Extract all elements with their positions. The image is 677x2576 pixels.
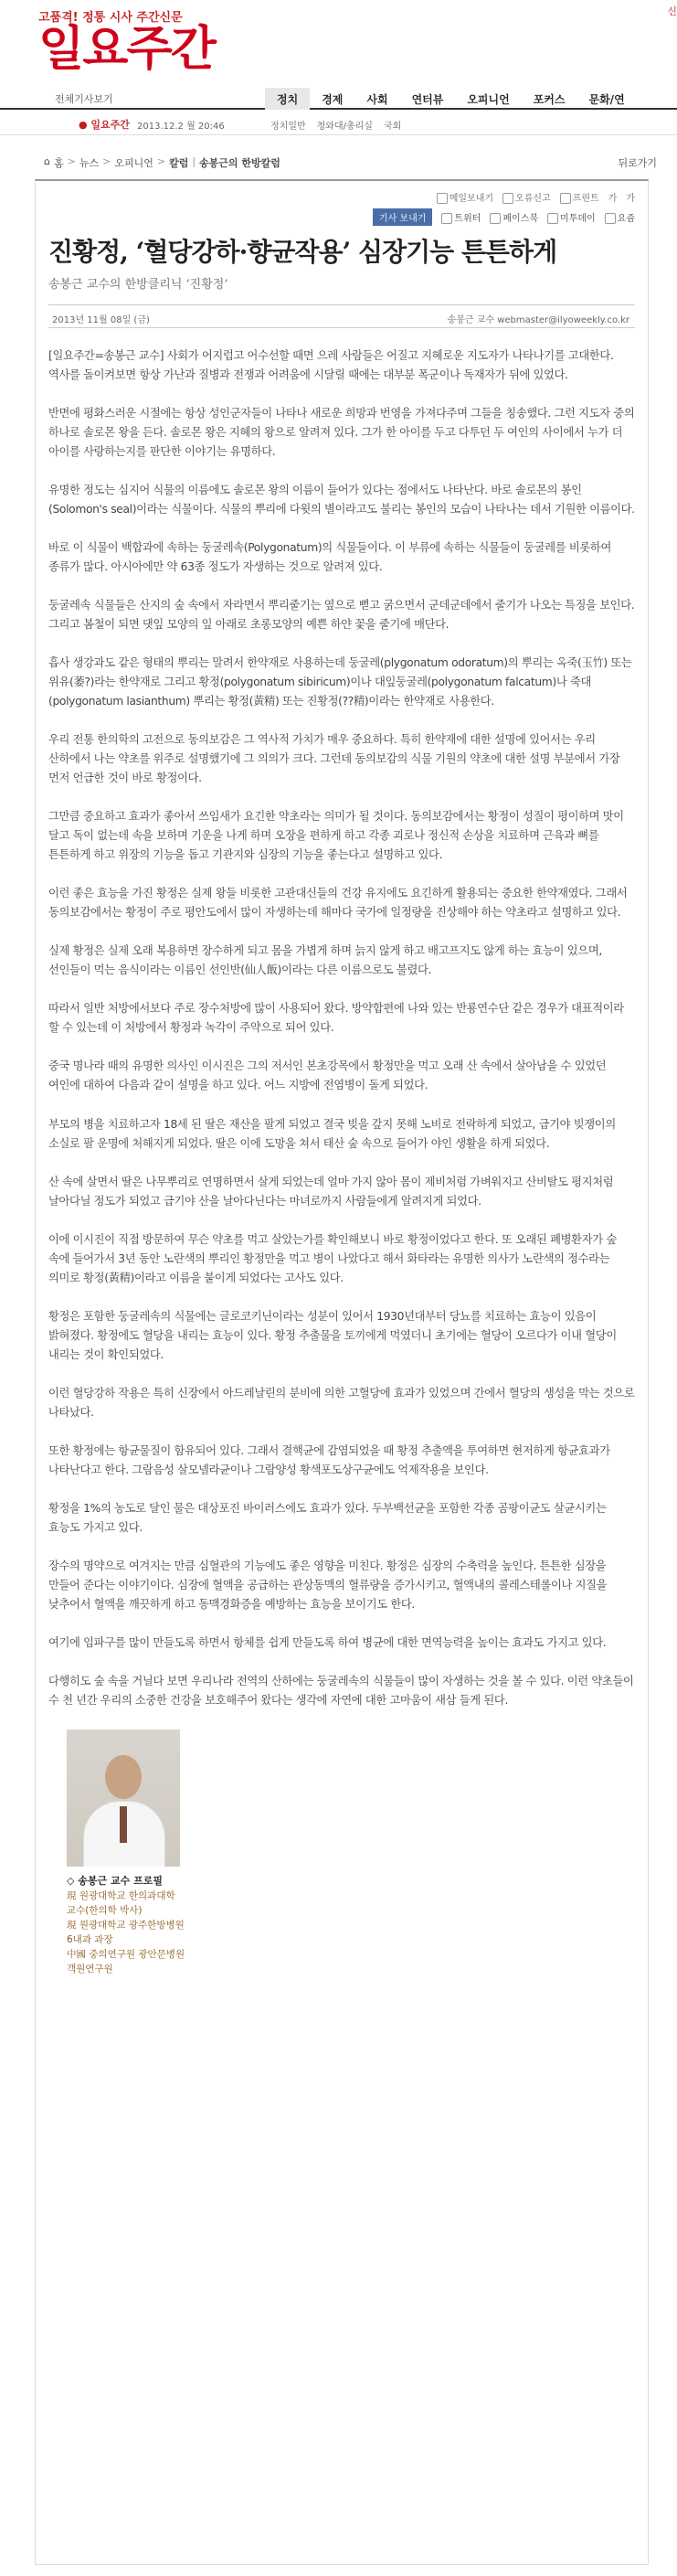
paragraph: 중국 명나라 때의 유명한 의사인 이시진은 그의 저서인 본초강목에서 황정만을 먹고 오래 산 속에서 살아남을 수 있었던 여인에 대하여 다음과 같이 설명을 하고 있다. 어느 지방에 전염병이 돌게 되었다. — [48, 1059, 607, 1091]
breadcrumb-separator: > — [102, 155, 111, 167]
print-icon — [560, 193, 571, 204]
breadcrumb-bar — [0, 144, 677, 177]
paragraph: [일요주간=송봉근 교수] 사회가 어지럽고 어수선할 때면 으레 사람들은 어질고 지혜로운 지도자가 나타나기를 고대한다. 역사를 돌이켜보면 항상 가난과 질병과 전쟁과 어려움에 시달릴 때에는 대부분 폭군이나 독재자가 뒤에 있었다. — [48, 349, 614, 381]
nav-society[interactable]: 사회 — [366, 93, 388, 106]
site-header — [0, 0, 677, 110]
slogan: 고품격! 정통 시사 주간신문 — [38, 11, 183, 25]
current-date: 2013.12.2 월 20:46 — [137, 122, 225, 132]
nav-focus[interactable]: 포커스 — [533, 93, 566, 106]
paragraph: 우리 전통 한의학의 고전으로 동의보감은 그 역사적 가치가 매우 중요하다. 특히 한약재에 대한 설명에 있어서는 우리 산하에서 나는 약초를 위주로 설명했기에 그 의의가 크다. 그런데 동의보감의 식물 기원의 약초에 대한 설명 부분에서 가장 먼저 언급한 것이 바로 황정이다. — [48, 733, 620, 784]
site-logo[interactable]: 일요주간 — [38, 21, 215, 77]
breadcrumb-current: 송봉근의 한방칼럼 — [199, 157, 280, 169]
paragraph: 유명한 정도는 심지어 식물의 이름에도 솔로몬 왕의 이름이 들어가 있다는 점에서도 나타난다. 바로 솔로몬의 봉인(Solomon's seal)이라는 식물이다. 식물의 뿌리에 다윗의 별이라고도 불리는 봉인의 모습이 나타나는 데서 기원한 이름이다. — [48, 484, 635, 516]
me2day-icon — [547, 213, 558, 224]
profile-name: ◇ 송봉근 교수 프로필 — [67, 1875, 163, 1887]
email-label: 메일보내기 — [449, 194, 494, 204]
home-icon: ⌂ — [44, 155, 50, 167]
sub-link-assembly[interactable]: 국회 — [383, 122, 402, 132]
yozm-icon — [605, 213, 616, 224]
report-error-label: 오류신고 — [515, 194, 551, 204]
back-button[interactable]: 뒤로가기 — [618, 157, 657, 169]
author-profile — [67, 1730, 187, 1976]
article-date: 2013년 11월 08일 (금) — [52, 315, 150, 325]
paragraph: 산 속에 살면서 딸은 나무뿌리로 연명하면서 살게 되었는데 얼마 가지 않아 몸이 제비처럼 가벼워지고 산비탈도 평지처럼 날아다닐 정도가 되었고 급기야 산을 날아다닌다는 마녀로까지 사람들에게 알려지게 되었다. — [48, 1176, 614, 1208]
metoday-label: 미투데이 — [560, 214, 596, 224]
article-title: 진황정, ‘혈당강하·향균작용’ 심장기능 튼튼하게 — [48, 237, 557, 267]
paragraph: 반면에 평화스러운 시절에는 항상 성인군자들이 나타나 새로운 희망과 번영을 가져다주며 그들을 칭송했다. 그런 지도자 중의 하나로 솔로몬 왕을 든다. 솔로몬 왕은 지혜의 왕으로 알려져 있다. 그가 한 아이를 두고 다투던 두 여인의 사이에서 누가 더 아이를 사랑하는지를 판단한 이야기는 유명하다. — [48, 407, 635, 458]
sub-bar — [0, 110, 677, 135]
article-subtitle: 송봉근 교수의 한방클리닉 ‘진황정’ — [48, 278, 228, 292]
facebook-icon — [490, 213, 501, 224]
print-label: 프린트 — [572, 194, 599, 204]
mail-icon — [437, 193, 448, 204]
article-author[interactable]: 송봉근 교수 webmaster@ilyoweekly.co.kr — [447, 315, 629, 325]
profile-line: 中國 중의연구원 광안문병원 객원연구원 — [67, 1949, 185, 1975]
breadcrumb-separator: | — [192, 155, 196, 167]
facebook-label: 페이스북 — [502, 214, 539, 224]
paragraph: 여기에 임파구를 많이 만들도록 하면서 항체를 쉽게 만들도록 하여 병균에 대한 면역능력을 높이는 효과도 가지고 있다. — [48, 1636, 607, 1649]
paragraph: 장수의 명약으로 여겨지는 만큼 심혈관의 기능에도 좋은 영향을 미친다. 황정은 심장의 수축력을 높인다. 튼튼한 심장을 만들어 준다는 이야기이다. 심장에 혈액을 공급하는 관상동맥의 혈류량을 증가시키고, 혈액내의 콜레스테롤이나 지질을 낮추어서 혈액을 깨끗하게 하고 동맥경화증을 예방하는 효능을 보이기도 한다. — [48, 1559, 608, 1611]
profile-line: 現 원광대학교 한의과대학 교수(한의학 박사) — [67, 1890, 175, 1916]
share-yozm[interactable] — [605, 210, 635, 224]
paragraph: 이런 좋은 효능을 가진 황정은 실제 왕들 비롯한 고관대신들의 건강 유지에도 요긴하게 활용되는 중요한 한약재였다. 그래서 동의보감에서는 황정이 주로 평안도에서 많이 자생하는데 해마다 국가에 일정량을 진상해야 하는 약초라고 설명하고 있다. — [48, 887, 628, 919]
paragraph: 황정을 1%의 농도로 달인 물은 대상포진 바이러스에도 효과가 있다. 두부백선균을 포함한 각종 곰팡이균도 살균시키는 효능도 가지고 있다. — [48, 1502, 607, 1534]
paragraph: 실제 황정은 실제 오래 복용하면 장수하게 되고 몸을 가볍게 하며 늙지 않게 하고 배고프지도 않게 하는 효능이 있으며, 선인들이 먹는 음식이라는 이름인 선인반(仙人飯)이라는 다른 이름으로도 불렸다. — [48, 944, 602, 976]
send-article-button[interactable]: 기사 보내기 — [373, 208, 432, 226]
paragraph: 따라서 일반 처방에서보다 주로 장수처방에 많이 사용되어 왔다. 방약합편에 나와 있는 반룡연수단 같은 경우가 대표적이라 할 수 있는데 이 처방에서 황정과 녹각이 주약으로 되어 있다. — [48, 1002, 624, 1034]
photo-head — [105, 1755, 142, 1799]
share-twitter[interactable] — [441, 210, 481, 224]
email-button[interactable] — [437, 190, 493, 204]
share-metoday[interactable] — [547, 210, 596, 224]
sub-logo: ● 일요주간 — [79, 119, 130, 131]
sub-link-politics[interactable]: 정치일반 — [270, 122, 306, 132]
article-body — [36, 328, 648, 1976]
nav-opinion[interactable]: 오피니언 — [467, 93, 510, 106]
paragraph: 이에 이시진이 직접 방문하여 무슨 약초를 먹고 살았는가를 확인해보니 바로 황정이었다고 한다. 또 오래된 폐병환자가 숲 속에 들어가서 3년 동안 노란색의 뿌리인 황정만을 먹고 병이 나았다고 해서 화타라는 유명한 의사가 노란색의 정수라는 의미로 황정(黃精)이라고 이름을 붙이게 되었다는 고사도 있다. — [48, 1233, 617, 1284]
nav-economy[interactable]: 경제 — [322, 93, 344, 106]
paragraph: 둥굴레속 식물들은 산지의 숲 속에서 자라면서 뿌리줄기는 옆으로 뻗고 굵으면서 군데군데에서 줄기가 나오는 특징을 보인다. 그리고 봄철이 되면 댓잎 모양의 잎 아래로 초롱모양의 예쁜 하얀 꽃을 줄기에 매단다. — [48, 599, 635, 631]
alert-icon — [502, 193, 513, 204]
breadcrumb-home[interactable]: 홈 — [53, 157, 64, 169]
article-box — [35, 179, 649, 2565]
sub-links — [270, 118, 401, 132]
paragraph: 흡사 생강과도 같은 형태의 뿌리는 말려서 한약재로 사용하는데 둥굴레(plygonatum odoratum)의 뿌리는 옥죽(玉竹) 또는 위유(萎?)라는 한약재로 그리고 황정(polygonatum sibiricum)이나 대잎둥굴레(polygonatum falcatum)나 죽대(polygonatum lasianthum) 뿌리는 황정(黃精) 또는 진황정(??精)이라는 한약재로 사용한다. — [48, 656, 632, 708]
sub-link-bluehouse[interactable]: 청와대/총리실 — [316, 122, 373, 132]
nav-interview[interactable]: 연터뷰 — [411, 93, 444, 106]
corner-mark: 신 — [667, 5, 677, 17]
breadcrumb — [44, 155, 280, 170]
profile-line: 現 원광대학교 광주한방병원 6내과 과장 — [67, 1920, 185, 1945]
tools-row-share — [373, 208, 635, 226]
article-tools — [36, 181, 648, 234]
breadcrumb-separator: > — [67, 155, 76, 167]
font-increase-button[interactable]: 가 — [608, 194, 618, 204]
print-button[interactable] — [560, 190, 599, 204]
twitter-icon — [441, 213, 452, 224]
paragraph: 이런 혈당강하 작용은 특히 신장에서 아드레날린의 분비에 의한 고혈당에 효과가 있었으며 간에서 혈당의 생성을 막는 것으로 나타났다. — [48, 1387, 635, 1419]
paragraph: 그만큼 중요하고 효과가 좋아서 쓰임새가 요긴한 약초라는 의미가 될 것이다. 동의보감에서는 황정이 성질이 평이하며 맛이 달고 독이 없는데 속을 보하며 기운을 나게 하며 오장을 편하게 하고 각종 괴로나 정신적 손상을 치료하며 근육과 뼈를 튼튼하게 하고 위장의 기능을 돕고 기관지와 심장의 기능을 좋는다고 설명하고 있다. — [48, 810, 624, 861]
paragraph: 또한 황정에는 항균물질이 함유되어 있다. 그래서 결핵균에 감염되었을 때 황정 추출액을 투여하면 현저하게 항균효과가 나타난다고 한다. 그람음성 살모넬라균이나 그람양성 황색포도상구균에도 억제작용을 보인다. — [48, 1444, 610, 1476]
yozm-label: 요즘 — [617, 214, 635, 224]
author-photo — [67, 1730, 180, 1867]
nav-politics[interactable]: 정치 — [265, 88, 310, 110]
tools-row-actions — [437, 190, 635, 204]
all-articles-link[interactable]: 전체기사보기 — [55, 93, 113, 105]
twitter-label: 트위터 — [454, 214, 481, 224]
article-meta — [48, 304, 635, 328]
report-error-button[interactable] — [502, 190, 551, 204]
paragraph: 황정은 포함한 둥굴레속의 식물에는 글로코키닌이라는 성분이 있어서 1930년대부터 당뇨를 치료하는 효능이 있음이 밝혀졌다. 황정에도 혈당을 내리는 효능이 있다. 황정 추출물을 토끼에게 먹였더니 초기에는 혈당이 오르다가 이내 혈당이 내리는 것이 확인되었다. — [48, 1310, 617, 1361]
paragraph: 바로 이 식물이 백합과에 속하는 둥굴레속(Polygonatum)의 식물들이다. 이 부류에 속하는 식물들이 둥굴레를 비롯하여 종류가 많다. 아시아에만 약 63종 정도가 자생하는 것으로 알려져 있다. — [48, 541, 611, 573]
paragraph: 부모의 병을 치료하고자 18세 된 딸은 재산을 팔게 되었고 결국 빚을 갚지 못해 노비로 전락하게 되었고, 급기야 빚쟁이의 소실로 팔 운명에 처해지게 되었다. 딸은 이에 도망을 쳐서 태산 숲 속으로 들어가 야인 생활을 하게 되었다. — [48, 1118, 616, 1150]
breadcrumb-news[interactable]: 뉴스 — [79, 157, 100, 169]
paragraph: 다행히도 숲 속을 거닐다 보면 우리나라 전역의 산하에는 둥굴레속의 식물들이 많이 자생하는 것을 볼 수 있다. 이런 약초들이 수 천 년간 우리의 소중한 건강을 보호해주어 왔다는 생각에 자연에 대한 고마움이 새삼 들게 된다. — [48, 1675, 634, 1707]
main-nav — [265, 88, 637, 110]
breadcrumb-column[interactable]: 칼럼 — [169, 157, 189, 169]
nav-culture[interactable]: 문화/연 — [588, 93, 625, 106]
breadcrumb-opinion[interactable]: 오피니언 — [114, 157, 153, 169]
photo-tie — [120, 1806, 127, 1843]
font-decrease-button[interactable]: 가 — [626, 194, 635, 204]
breadcrumb-separator: > — [156, 155, 166, 167]
share-facebook[interactable] — [490, 210, 538, 224]
